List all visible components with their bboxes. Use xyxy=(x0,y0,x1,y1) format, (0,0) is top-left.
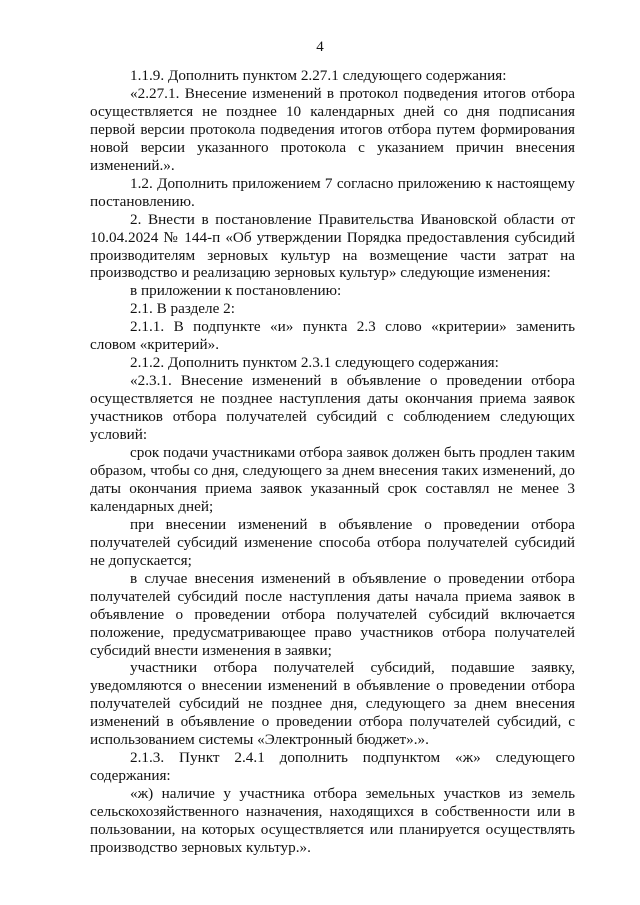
paragraph-1-2: 1.2. Дополнить приложением 7 согласно приложению к настоящему постановлению. xyxy=(90,174,575,210)
paragraph-2-1: 2.1. В разделе 2: xyxy=(130,300,235,318)
paragraph-2-1-1: 2.1.1. В подпункте «и» пункта 2.3 слово «критерии» заменить словом «критерий». xyxy=(90,318,575,354)
paragraph-in-appendix: в приложении к постановлению: xyxy=(130,282,342,300)
page-number: 4 xyxy=(316,39,324,55)
paragraph-2-1-2: 2.1.2. Дополнить пунктом 2.3.1 следующего содержания: xyxy=(130,354,499,372)
paragraph-2-3-1: «2.3.1. Внесение изменений в объявление о проведении отбора осуществляется не позднее наступления даты окончания приема заявок участников отбора получателей субсидий с соблюдением следующих условий: xyxy=(90,372,575,444)
document-body xyxy=(90,67,575,857)
paragraph-2: 2. Внести в постановление Правительства Ивановской области от 10.04.2024 № 144-п «Об утверждении Порядка предоставления субсидий производителям зерновых культур на возмещение части затрат на производство и реализацию зерновых культур» следующие изменения: xyxy=(90,210,575,282)
paragraph-amend-condition: в случае внесения изменений в объявление о проведении отбора получателей субсидий после наступления даты начала приема заявок в объявление о проведении отбора получателей субсидий включается положение, предусматривающее право участников отбора получателей субсидий внести изменения в заявки; xyxy=(90,569,575,659)
paragraph-method-condition: при внесении изменений в объявление о проведении отбора получателей субсидий изменение способа отбора получателей субсидий не допускается; xyxy=(90,515,575,569)
paragraph-notification-condition: участники отбора получателей субсидий, подавшие заявку, уведомляются о внесении изменений в объявление о проведении отбора получателей субсидий не позднее дня, следующего за днем внесения изменений в объявление о проведении отбора получателей субсидий, с использованием системы «Электронный бюджет».». xyxy=(90,659,575,749)
paragraph-1-1-9: 1.1.9. Дополнить пунктом 2.27.1 следующего содержания: xyxy=(130,67,507,84)
paragraph-2-27-1: «2.27.1. Внесение изменений в протокол подведения итогов отбора осуществляется не позднее 10 календарных дней со дня подписания первой версии протокола подведения итогов отбора путем формирования новой версии указанного протокола с указанием причин внесения изменений.». xyxy=(90,84,575,174)
paragraph-subpoint-zh: «ж) наличие у участника отбора земельных участков из земель сельскохозяйственного назначения, находящихся в собственности или в пользовании, на которых осуществляется или планируется осуществлять производство зерновых культур.». xyxy=(90,785,575,856)
paragraph-2-1-3: 2.1.3. Пункт 2.4.1 дополнить подпунктом «ж» следующего содержания: xyxy=(90,749,575,785)
paragraph-deadline-condition: срок подачи участниками отбора заявок должен быть продлен таким образом, чтобы со дня, следующего за днем внесения таких изменений, до даты окончания приема заявок указанный срок составлял не менее 3 календарных дней; xyxy=(90,444,575,515)
